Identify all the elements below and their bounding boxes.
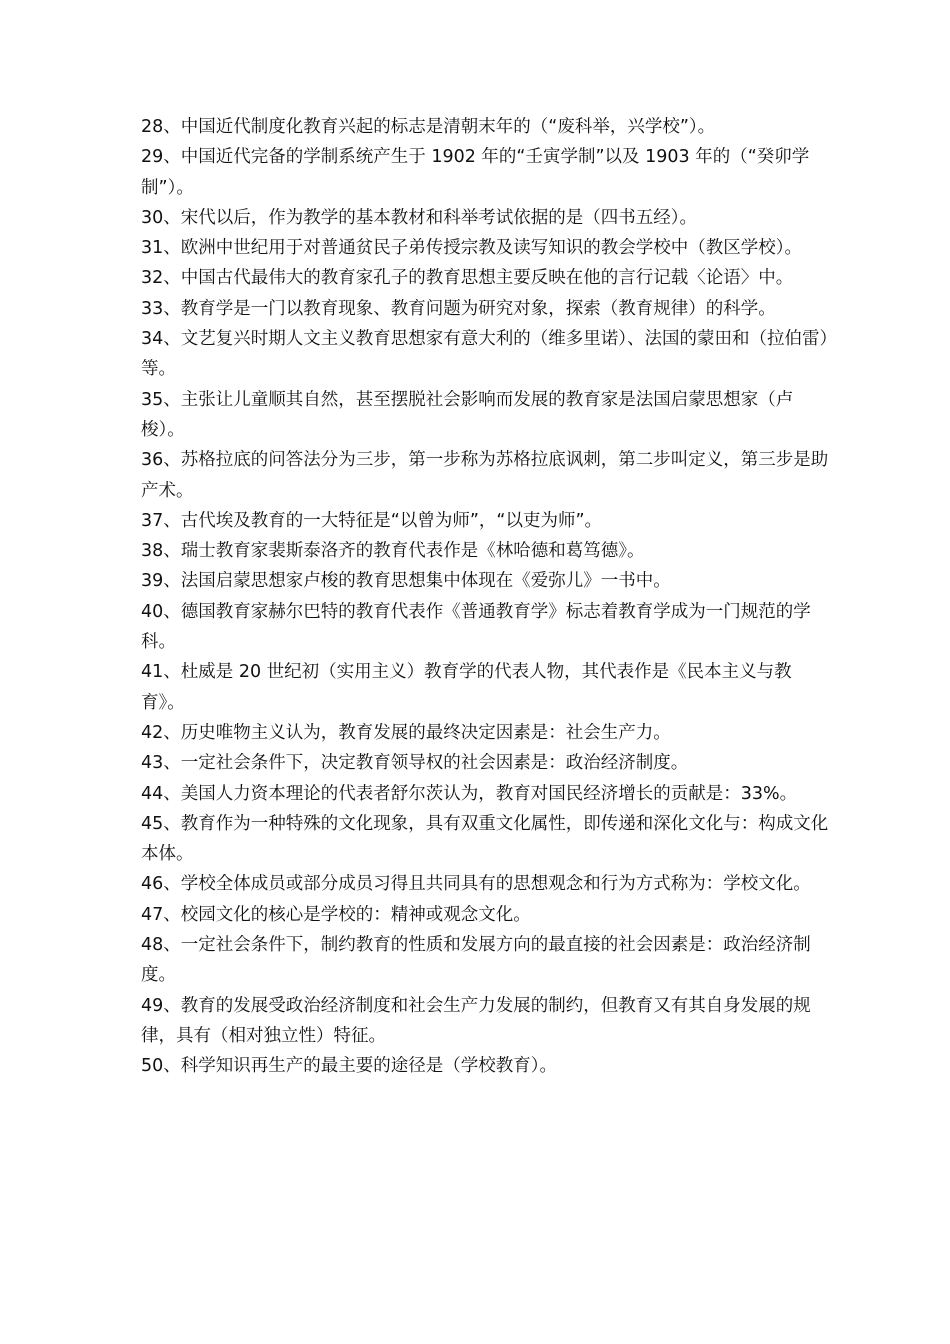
list-item-47: 47、校园文化的核心是学校的：精神或观念文化。: [141, 904, 531, 925]
list-item-28: 28、中国近代制度化教育兴起的标志是清朝末年的（“废科举，兴学校”）。: [141, 117, 716, 137]
list-item-50: 50、科学知识再生产的最主要的途径是（学校教育）。: [141, 1056, 558, 1077]
list-item-42: 42、历史唯物主义认为，教育发展的最终决定因素是：社会生产力。: [141, 722, 671, 743]
list-item-29: 29、中国近代完备的学制系统产生于 1902 年的“壬寅学制”以及 1903 年的（“癸卯学制”）。: [141, 147, 810, 198]
list-item-39: 39、法国启蒙思想家卢梭的教育思想集中体现在《爱弥儿》一书中。: [141, 571, 671, 592]
list-item-46: 46、学校全体成员或部分成员习得且共同具有的思想观念和行为方式称为：学校文化。: [141, 874, 811, 895]
list-item-45: 45、教育作为一种特殊的文化现象，具有双重文化属性，即传递和深化文化与：构成文化本体。: [141, 813, 829, 865]
list-item-35: 35、主张让儿童顺其自然，甚至摆脱社会影响而发展的教育家是法国启蒙思想家（卢梭）。: [141, 389, 794, 440]
list-item-48: 48、一定社会条件下，制约教育的性质和发展方向的最直接的社会因素是：政治经济制度。: [141, 935, 811, 986]
list-item-41: 41、杜威是 20 世纪初（实用主义）教育学的代表人物，其代表作是《民本主义与教育》。: [141, 662, 792, 713]
list-item-43: 43、一定社会条件下，决定教育领导权的社会因素是：政治经济制度。: [141, 753, 689, 774]
question-list: [141, 112, 831, 1082]
list-item-32: 32、中国古代最伟大的教育家孔子的教育思想主要反映在他的言行记载〈论语〉中。: [141, 268, 794, 289]
list-item-31: 31、欧洲中世纪用于对普通贫民子弟传授宗教及读写知识的教会学校中（教区学校）。: [141, 238, 803, 259]
list-item-34: 34、文艺复兴时期人文主义教育思想家有意大利的（维多里诺）、法国的蒙田和（拉伯雷）等。: [141, 329, 829, 380]
list-item-44: 44、美国人力资本理论的代表者舒尔茨认为，教育对国民经济增长的贡献是：33%。: [141, 783, 798, 804]
list-item-40: 40、德国教育家赫尔巴特的教育代表作《普通教育学》标志着教育学成为一门规范的学科。: [141, 601, 811, 653]
list-item-30: 30、宋代以后，作为教学的基本教材和科举考试依据的是（四书五经）。: [141, 207, 698, 228]
list-item-38: 38、瑞士教育家裴斯泰洛齐的教育代表作是《林哈德和葛笃德》。: [141, 541, 645, 562]
list-item-49: 49、教育的发展受政治经济制度和社会生产力发展的制约，但教育又有其自身发展的规律，具有（相对独立性）特征。: [141, 995, 811, 1046]
list-item-33: 33、教育学是一门以教育现象、教育问题为研究对象，探索（教育规律）的科学。: [141, 298, 776, 319]
list-item-37: 37、古代埃及教育的一大特征是“以曾为师”，“以吏为师”。: [141, 510, 603, 531]
list-item-36: 36、苏格拉底的问答法分为三步，第一步称为苏格拉底讽刺，第二步叫定义，第三步是助产术。: [141, 450, 829, 501]
